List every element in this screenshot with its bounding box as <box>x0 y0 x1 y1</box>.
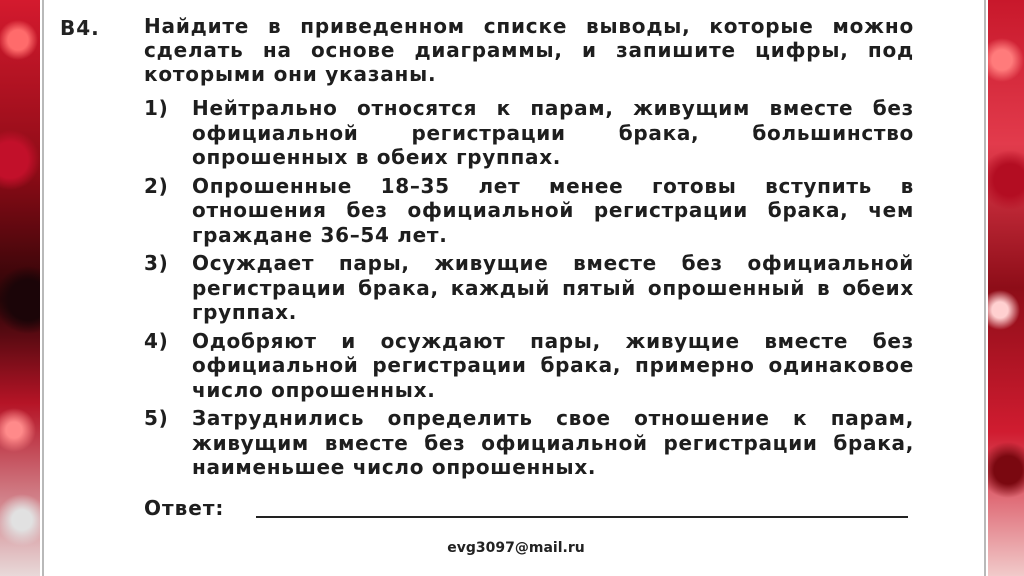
options-list <box>144 96 914 484</box>
option-number: 4) <box>144 328 169 353</box>
decorative-background-right <box>988 0 1024 576</box>
task-label: B4. <box>60 16 100 40</box>
option-3 <box>144 251 914 325</box>
option-text: Одобряют и осуждают пары, живущие вместе без официальной регистрации брака, примерно одинаковое число опрошенных. <box>192 328 914 402</box>
answer-label: Ответ: <box>144 496 225 520</box>
option-1 <box>144 96 914 170</box>
answer-line[interactable] <box>256 516 908 518</box>
option-text: Опрошенные 18–35 лет менее готовы вступить в отношения без официальной регистрации брака, чем граждане 36–54 лет. <box>192 173 914 247</box>
option-number: 2) <box>144 173 169 198</box>
option-4 <box>144 329 914 403</box>
option-number: 5) <box>144 406 169 430</box>
document-page <box>42 0 986 576</box>
option-number: 1) <box>144 96 169 120</box>
decorative-background-left <box>0 0 40 576</box>
answer-row <box>144 496 914 524</box>
option-text: Затруднились определить свое отношение к парам, живущим вместе без официальной регистрации брака, наименьшее число опрошенных. <box>192 406 914 479</box>
option-text: Осуждает пары, живущие вместе без официальной регистрации брака, каждый пятый опрошенный в обеих группах. <box>192 251 914 324</box>
option-number: 3) <box>144 251 169 275</box>
option-text: Нейтрально относятся к парам, живущим вместе без официальной регистрации брака, большинство опрошенных в обеих группах. <box>192 96 914 169</box>
task-text: Найдите в приведенном списке выводы, которые можно сделать на основе диаграммы, и запишите цифры, под которыми они указаны. <box>144 14 914 86</box>
option-2 <box>144 174 914 248</box>
footer-email: evg3097@mail.ru <box>447 540 585 556</box>
option-5 <box>144 406 914 480</box>
